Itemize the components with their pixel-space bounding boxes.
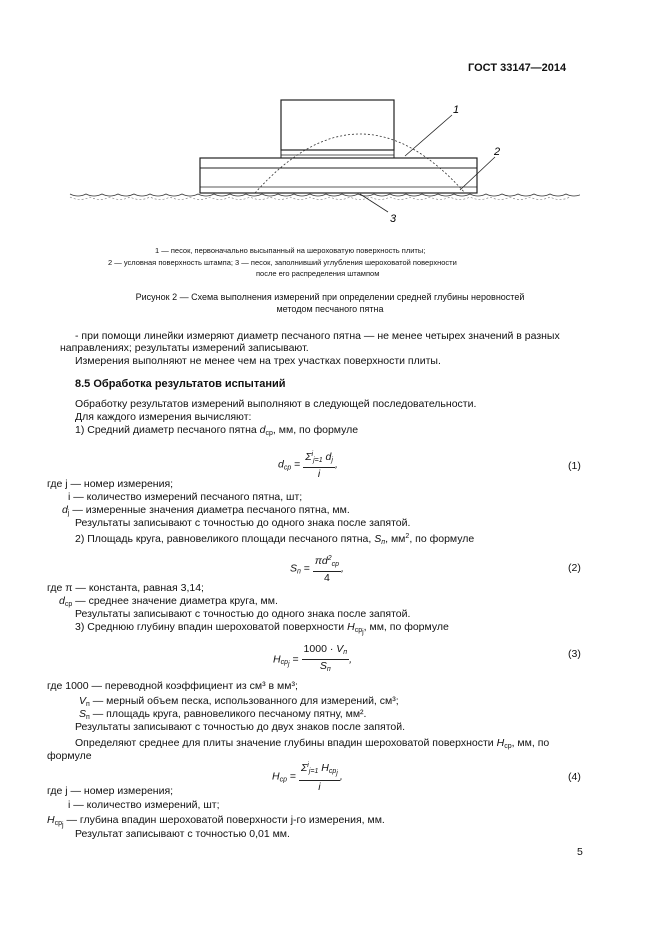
para-5a: Определяют среднее для плиты значение глубины впадин шероховатой поверхности $H_{ср}$, мм, по xyxy=(75,737,550,750)
result-3: Результаты записывают с точностью до двух знаков после запятой. xyxy=(75,721,406,733)
equation-4-number: (4) xyxy=(568,771,581,783)
para-1b: направлениях; результаты измерений записывают. xyxy=(60,342,309,354)
stamp-base xyxy=(200,158,477,193)
rough-surface xyxy=(70,194,580,196)
equation-3: $H_{ср_j}$ = $\frac{1000 \cdot V_п}{S_п}$ , xyxy=(273,643,353,673)
where-4b: i — количество измерений, шт; xyxy=(68,799,220,811)
legend-line-2: 2 — условная поверхность штампа; 3 — песок, заполнивший углубления шероховатой поверхности xyxy=(108,258,457,267)
equation-4: $H_{ср}$ = $\frac{\Sigma^i_{j=1} H_{ср_j}}{i}$ , xyxy=(272,759,343,794)
para-5b: формуле xyxy=(47,750,92,762)
legend-line-1: 1 — песок, первоначально высыпанный на шероховатую поверхность плиты; xyxy=(155,246,426,255)
where-4a: где j — номер измерения; xyxy=(47,785,174,797)
where-2b: $d_{ср}$ — среднее значение диаметра круга, мм. xyxy=(59,595,278,608)
item-1: 1) Средний диаметр песчаного пятна $d_{ср}$, мм, по формуле xyxy=(75,424,359,437)
figure-label-3: 3 xyxy=(390,213,397,225)
where-2a: где π — константа, равная 3,14; xyxy=(47,582,204,594)
para-4: Для каждого измерения вычисляют: xyxy=(75,411,252,423)
equation-2: $S_п$ = $\frac{\pi d^2_{ср}}{4}$ , xyxy=(290,552,344,585)
equation-1: $d_{ср}$ = $\frac{\Sigma^i_{j=1} d_j}{i}$ , xyxy=(278,448,338,481)
item-2: 2) Площадь круга, равновеликого площади песчаного пятна, $S_п$, $мм^2$, по формуле xyxy=(75,533,475,546)
where-3c: $S_п$ — площадь круга, равновеликого песчаному пятну, мм². xyxy=(79,708,367,721)
legend-line-3: после его распределения штампом xyxy=(256,269,380,278)
where-3b: $V_п$ — мерный объем песка, использованного для измерений, см³; xyxy=(79,695,399,708)
result-1: Результаты записывают с точностью до одного знака после запятой. xyxy=(75,517,411,529)
where-1a: где j — номер измерения; xyxy=(47,478,174,490)
figure-diagram xyxy=(60,90,580,230)
result-2: Результаты записывают с точностью до одного знака после запятой. xyxy=(75,608,411,620)
para-3: Обработку результатов измерений выполняют в следующей последовательности. xyxy=(75,398,477,410)
para-2: Измерения выполняют не менее чем на трех участках поверхности плиты. xyxy=(75,355,441,367)
equation-3-number: (3) xyxy=(568,648,581,660)
figure-label-2: 2 xyxy=(494,146,501,158)
stamp-handle xyxy=(281,100,394,150)
result-4: Результат записывают с точностью 0,01 мм. xyxy=(75,828,290,840)
item-3: 3) Среднюю глубину впадин шероховатой поверхности $H_{ср_j}$, мм, по формуле xyxy=(75,621,449,636)
where-1b: i — количество измерений песчаного пятна, шт; xyxy=(68,491,303,503)
document-code: ГОСТ 33147—2014 xyxy=(468,62,567,74)
figure-caption-1: Рисунок 2 — Схема выполнения измерений при определении средней глубины неровностей xyxy=(135,292,525,302)
sand-mound xyxy=(255,134,465,193)
figure-label-1: 1 xyxy=(453,104,460,116)
figure-caption-2: методом песчаного пятна xyxy=(276,304,384,314)
equation-2-number: (2) xyxy=(568,562,581,574)
section-heading: 8.5 Обработка результатов испытаний xyxy=(75,378,286,390)
page-number: 5 xyxy=(577,846,583,858)
where-1c: $d_j$ — измеренные значения диаметра песчаного пятна, мм. xyxy=(62,504,350,517)
equation-1-number: (1) xyxy=(568,460,581,472)
where-4c: $H_{ср_j}$ — глубина впадин шероховатой поверхности j-го измерения, мм. xyxy=(47,814,385,829)
para-1a: - при помощи линейки измеряют диаметр песчаного пятна — не менее четырех значений в разных xyxy=(75,330,560,342)
where-3a: где 1000 — переводной коэффициент из см³ в мм³; xyxy=(47,680,298,692)
